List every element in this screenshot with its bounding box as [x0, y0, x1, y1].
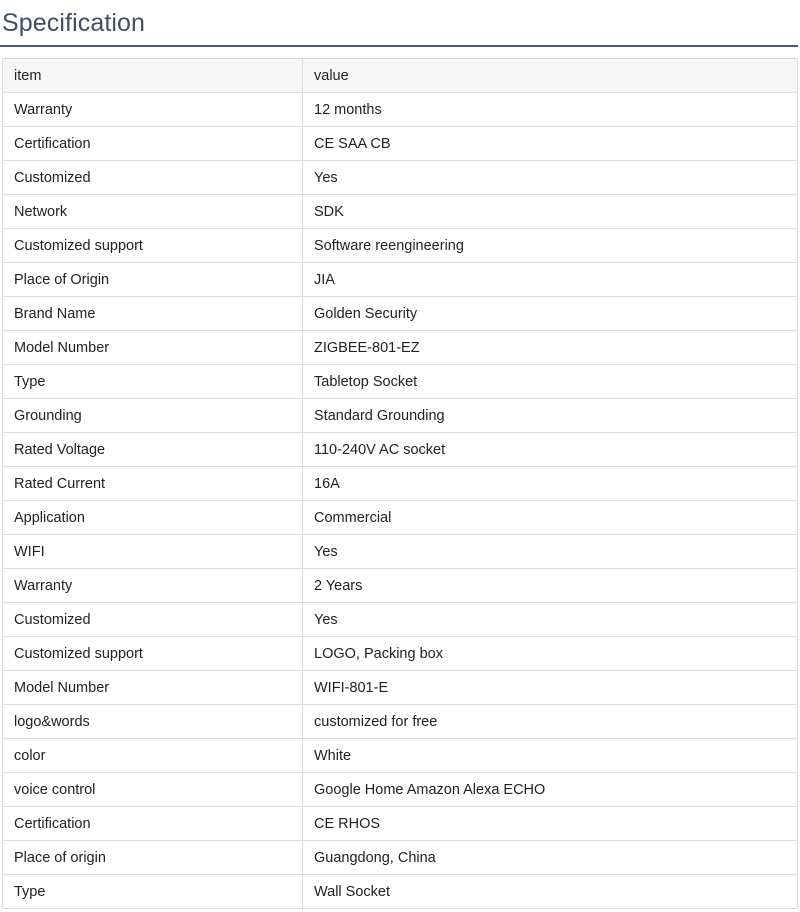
table-row	[3, 93, 798, 127]
table-row	[3, 671, 798, 705]
spec-item-cell: Certification	[3, 807, 303, 841]
specification-table-body	[3, 59, 798, 909]
spec-item-cell: Place of origin	[3, 841, 303, 875]
table-row	[3, 603, 798, 637]
page-title: Specification	[2, 9, 146, 37]
spec-value-cell: Wall Socket	[303, 875, 798, 909]
spec-item-cell: Model Number	[3, 671, 303, 705]
table-row	[3, 875, 798, 909]
spec-item-cell: Customized support	[3, 229, 303, 263]
spec-item-cell: Type	[3, 365, 303, 399]
spec-item-cell: Customized	[3, 603, 303, 637]
table-row	[3, 807, 798, 841]
table-row	[3, 637, 798, 671]
table-header-row	[3, 59, 798, 93]
table-row	[3, 841, 798, 875]
spec-item-cell: color	[3, 739, 303, 773]
spec-value-cell: CE SAA CB	[303, 127, 798, 161]
spec-value-cell: CE RHOS	[303, 807, 798, 841]
table-row	[3, 195, 798, 229]
spec-item-cell: Grounding	[3, 399, 303, 433]
table-row	[3, 229, 798, 263]
spec-value-cell: White	[303, 739, 798, 773]
spec-value-cell: 12 months	[303, 93, 798, 127]
spec-value-cell: Commercial	[303, 501, 798, 535]
spec-value-cell: Google Home Amazon Alexa ECHO	[303, 773, 798, 807]
table-row	[3, 263, 798, 297]
spec-value-cell: ZIGBEE-801-EZ	[303, 331, 798, 365]
spec-item-cell: Application	[3, 501, 303, 535]
spec-item-cell: Warranty	[3, 569, 303, 603]
spec-item-cell: Customized	[3, 161, 303, 195]
spec-value-cell: Yes	[303, 603, 798, 637]
spec-item-cell: Rated Current	[3, 467, 303, 501]
spec-item-cell: Type	[3, 875, 303, 909]
spec-value-cell: Guangdong, China	[303, 841, 798, 875]
table-row	[3, 535, 798, 569]
spec-value-cell: JIA	[303, 263, 798, 297]
spec-value-cell: WIFI-801-E	[303, 671, 798, 705]
table-row	[3, 501, 798, 535]
spec-value-cell: LOGO, Packing box	[303, 637, 798, 671]
spec-value-cell: 2 Years	[303, 569, 798, 603]
spec-value-cell: customized for free	[303, 705, 798, 739]
table-row	[3, 297, 798, 331]
spec-value-cell: 16A	[303, 467, 798, 501]
spec-value-cell: Software reengineering	[303, 229, 798, 263]
table-row	[3, 433, 798, 467]
spec-item-cell: voice control	[3, 773, 303, 807]
spec-value-cell: Tabletop Socket	[303, 365, 798, 399]
spec-item-cell: Rated Voltage	[3, 433, 303, 467]
specification-table	[2, 58, 798, 909]
title-divider	[0, 45, 798, 47]
spec-item-cell: Model Number	[3, 331, 303, 365]
spec-item-cell: WIFI	[3, 535, 303, 569]
table-row	[3, 399, 798, 433]
spec-item-cell: Certification	[3, 127, 303, 161]
spec-item-cell: Warranty	[3, 93, 303, 127]
table-row	[3, 569, 798, 603]
spec-value-cell: 110-240V AC socket	[303, 433, 798, 467]
spec-value-cell: Standard Grounding	[303, 399, 798, 433]
spec-item-cell: logo&words	[3, 705, 303, 739]
table-row	[3, 127, 798, 161]
table-row	[3, 467, 798, 501]
spec-value-cell: SDK	[303, 195, 798, 229]
spec-value-cell: Yes	[303, 535, 798, 569]
header-cell-item: item	[3, 59, 303, 93]
spec-item-cell: Brand Name	[3, 297, 303, 331]
table-row	[3, 161, 798, 195]
spec-value-cell: Golden Security	[303, 297, 798, 331]
table-row	[3, 331, 798, 365]
header-cell-value: value	[303, 59, 798, 93]
spec-item-cell: Place of Origin	[3, 263, 303, 297]
spec-item-cell: Network	[3, 195, 303, 229]
table-row	[3, 773, 798, 807]
table-row	[3, 739, 798, 773]
spec-value-cell: Yes	[303, 161, 798, 195]
table-row	[3, 365, 798, 399]
table-row	[3, 705, 798, 739]
spec-item-cell: Customized support	[3, 637, 303, 671]
